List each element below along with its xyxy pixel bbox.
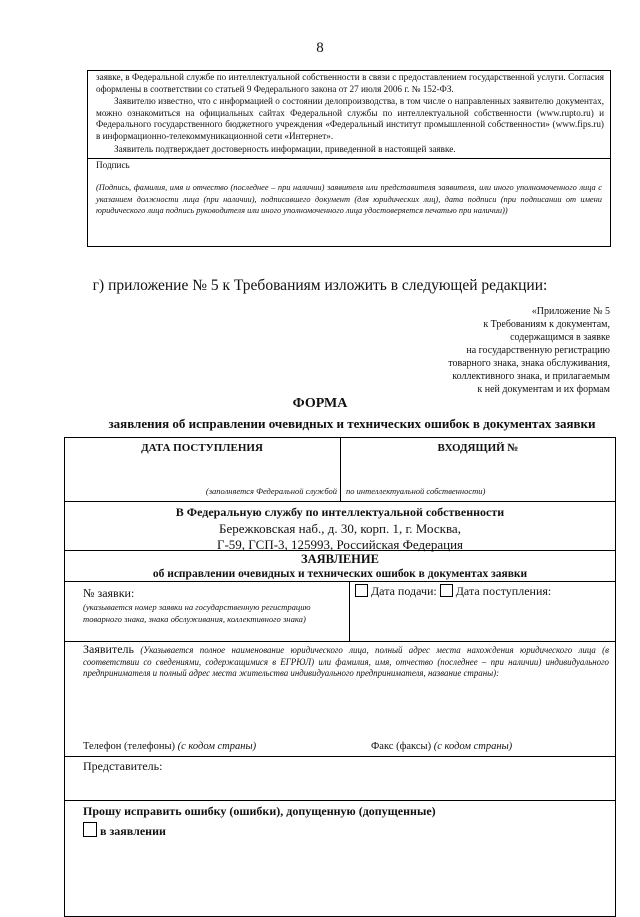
signature-note: (Подпись, фамилия, имя и отчество (последнее – при наличии) заявителя или представителя заявителя, или иного уполномоченного лица с указанием должности лица (при наличии), подписавшего документ (для юридических лиц), дата подписи (при подписании от имени юридического лица подпись руководителя или иного уполномоченного лица удостоверяется печатью при наличии)) — [96, 183, 602, 216]
fax-label: Факс (факсы) — [371, 741, 432, 752]
phone-field — [83, 741, 256, 752]
in-application-option — [83, 822, 166, 839]
filing-date-label: Дата подачи: — [371, 584, 437, 598]
section-heading: г) приложение № 5 к Требованиям изложить в следующей редакции: — [92, 277, 548, 294]
divider — [65, 641, 615, 642]
address-line-2: Г-59, ГСП-3, 125993, Российская Федерация — [216, 537, 464, 552]
form-title: ФОРМА — [292, 396, 348, 411]
consent-paragraph-3: Заявитель подтверждает достоверность информации, приведенной в настоящей заявке. — [114, 143, 456, 154]
fax-field — [371, 741, 512, 752]
consent-paragraph-2: Заявителю известно, что с информацией о состоянии делопроизводства, в том числе о направленных заявителю документах, можно ознакомиться на официальных сайтах Федеральной службы по интеллектуальной собственности (www.rupto.ru) и Федерального государственного бюджетного учреждения «Федеральный институт промышленной собственности» (www.fips.ru) в информационно-телекоммуникационной сети «Интернет». — [96, 96, 604, 141]
phone-note: (с кодом страны) — [177, 741, 257, 752]
divider — [349, 581, 350, 641]
request-text: Прошу исправить ошибку (ошибки), допущенную (допущенные) — [83, 804, 436, 818]
appendix-note — [395, 305, 610, 396]
appendix-line: «Приложение № 5 — [531, 306, 610, 317]
appendix-line: к ней документам и их формам — [477, 384, 610, 395]
representative-label: Представитель: — [83, 759, 163, 773]
consent-paragraph-1: заявке, в Федеральной службе по интеллектуальной собственности в связи с предоставлением государственной услуги. Согласия оформлены в соответствии со статьей 9 Федерального закона от 27 июля 2006 г. № 152-ФЗ. — [96, 72, 604, 94]
incoming-number-header: ВХОДЯЩИЙ № — [437, 442, 519, 454]
fax-note: (с кодом страны) — [433, 741, 513, 752]
applicant-block — [83, 644, 609, 680]
appendix-line: коллективного знака, и прилагаемым — [452, 371, 610, 382]
appendix-line: к Требованиям к документам, — [483, 319, 610, 330]
statement-title: ЗАЯВЛЕНИЕ — [301, 552, 379, 566]
appendix-line: товарного знака, знака обслуживания, — [448, 358, 610, 369]
filled-by-left: (заполняется Федеральной службой — [205, 486, 337, 496]
divider — [65, 501, 615, 502]
form-subtitle: заявления об исправлении очевидных и технических ошибок в документах заявки — [108, 416, 596, 431]
date-received-header: ДАТА ПОСТУПЛЕНИЯ — [141, 442, 263, 454]
applicant-label: Заявитель — [83, 642, 134, 656]
divider — [340, 438, 341, 501]
divider — [65, 800, 615, 801]
in-application-checkbox[interactable] — [83, 822, 97, 837]
addressee: В Федеральную службу по интеллектуальной собственности — [175, 505, 505, 519]
page-number: 8 — [316, 40, 324, 56]
divider — [65, 550, 615, 551]
application-number-label: № заявки: — [83, 586, 135, 600]
appendix-line: на государственную регистрацию — [466, 345, 610, 356]
address-line-1: Бережковская наб., д. 30, корп. 1, г. Москва, — [219, 521, 461, 536]
application-number-note: (указывается номер заявки на государственную регистрацию товарного знака, знака обслуживания, коллективного знака) — [83, 602, 311, 624]
statement-subtitle: об исправлении очевидных и технических ошибок в документах заявки — [152, 568, 528, 580]
in-application-label: в заявлении — [100, 824, 166, 838]
receipt-date-label: Дата поступления: — [455, 584, 552, 598]
divider — [65, 581, 615, 582]
consent-box — [87, 70, 611, 247]
filing-date-checkbox[interactable] — [355, 584, 368, 597]
phone-label: Телефон (телефоны) — [83, 741, 175, 752]
divider — [65, 756, 615, 757]
applicant-note: (Указывается полное наименование юридического лица, полный адрес места нахождения юридического лица (в соответствии со сведениями, содержащимися в ЕГРЮЛ) или фамилия, имя, отчество (последнее – при наличии) индивидуального предпринимателя и полный адрес места жительства индивидуального предпринимателя, название страны): — [83, 645, 609, 679]
signature-label: Подпись — [96, 160, 130, 171]
application-form — [64, 437, 616, 917]
filled-by-right: по интеллектуальной собственности) — [346, 486, 486, 496]
appendix-line: содержащимся в заявке — [510, 332, 610, 343]
filing-date-field — [355, 584, 551, 599]
receipt-date-checkbox[interactable] — [440, 584, 453, 597]
